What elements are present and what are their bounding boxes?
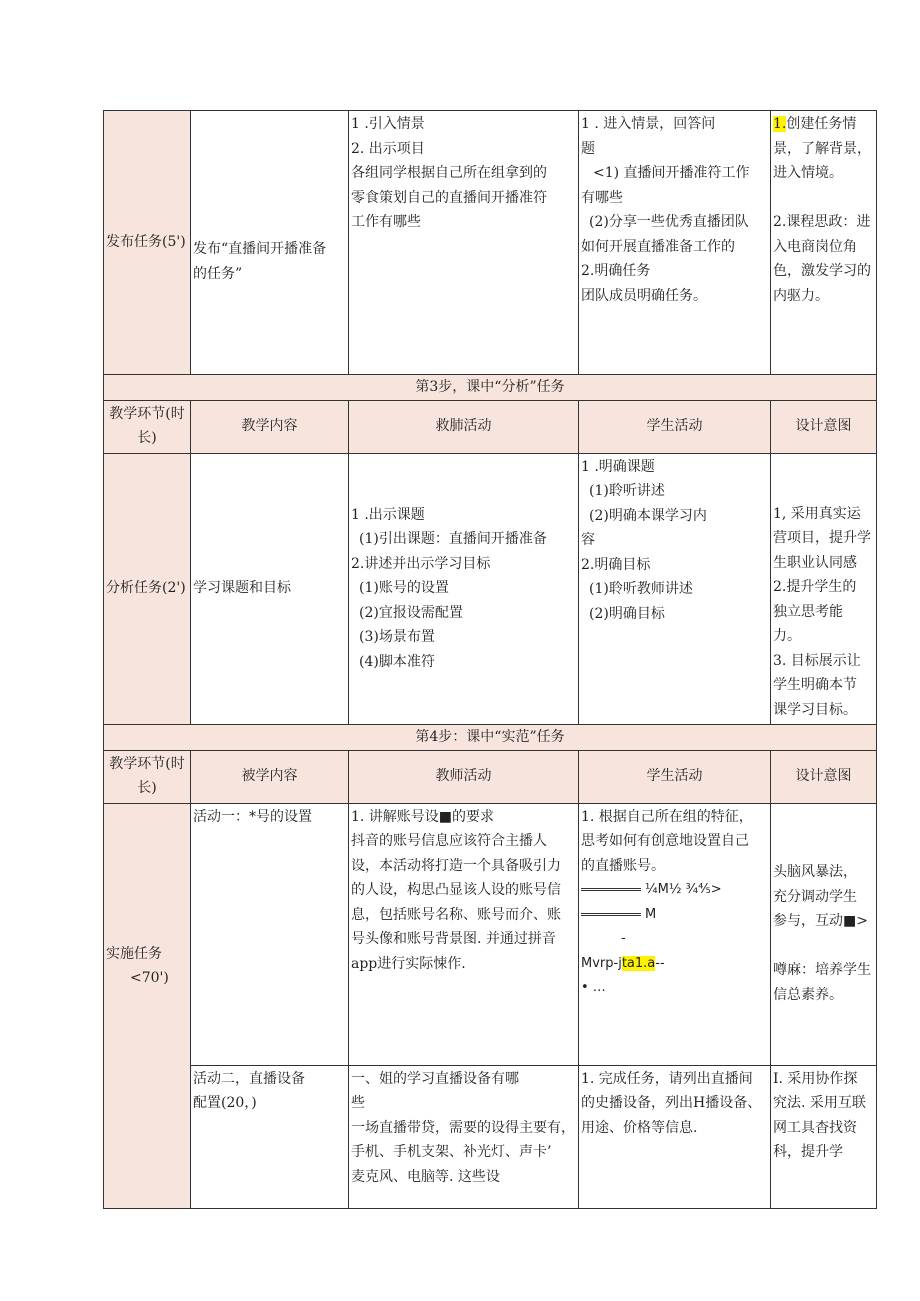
banner-step3-row xyxy=(104,375,877,401)
header-stage: 教学环节(时长) xyxy=(104,750,191,803)
header-stage: 教学环节(时长) xyxy=(104,400,191,453)
garbled-line-2: M xyxy=(581,903,768,928)
section-publish-task: 发布任务(5') xyxy=(104,111,191,375)
highlight-mark: 1. xyxy=(773,116,787,132)
student-activity2: 1. 完成任务，请列出直播间 的史播设备，列出H播设备、 用途、价格等信息. xyxy=(579,1065,771,1208)
banner-step3: 第3步，课中“分析”任务 xyxy=(104,375,877,401)
content-publish-task: 发布“直播间开播准备 的任务” xyxy=(191,111,349,375)
student-activity-publish: 1 . 进入情景，回答问 题 <1) 直播间开播准符工作 有哪些 (2)分享一些优秀直播团队 如何开展直播准备工作的 2.明确任务 团队成员明确任务。 xyxy=(579,111,771,375)
section-implement-task: 实施任务 <70') xyxy=(104,803,191,1208)
content-activity2: 活动二，直播设备 配置(20，) xyxy=(191,1065,349,1208)
teacher-activity2: 一、姐的学习直播设备有哪 些 一场直播带贷，需要的设得主要有， 手机、手机支架、补光灯、声卡’ 麦克风、电脑等. 这些设 xyxy=(349,1065,579,1208)
header-row-step3 xyxy=(104,400,877,453)
content-activity1: 活动一：*号的设置 xyxy=(191,803,349,1065)
header-design: 设计意图 xyxy=(771,750,877,803)
header-student: 学生活动 xyxy=(579,400,771,453)
row-implement-activity2 xyxy=(104,1065,877,1208)
header-content: 教学内容 xyxy=(191,400,349,453)
header-student: 学生活动 xyxy=(579,750,771,803)
design-intent-analysis: 1, 采用真实运 营项目，提升学 生职业认同感 2.提升学生的 独立思考能 力。 3. 目标展示让 学生明确本节 课学习目标。 xyxy=(771,453,877,725)
student-activity-analysis: 1 .明确课题 (1)聆听讲述 (2)明确本课学习内 容 2.明确目标 (1)聆听教师讲述 (2)明确目标 xyxy=(579,453,771,725)
design-intent-activity1: 头脑风暴法， 充分调动学生 参与，互动■> 噂麻：培养学生 信总素养。 xyxy=(771,803,877,1065)
row-analysis-task xyxy=(104,453,877,725)
teacher-activity1: 1. 讲解账号设■的要求 抖音的账号信息应该符合主播人 设，本活动将打造一个具备吸引力 的人设，构思凸显该人设的账号信 息，包括账号名称、账号而介、账 号头像和账号背景图. 并通过拼音 app进行实际悚作. xyxy=(349,803,579,1065)
header-teacher: 救肺活动 xyxy=(349,400,579,453)
garbled-line-dash: - xyxy=(621,931,626,946)
garbled-line-3: Mvrp-jta1.a-- xyxy=(581,955,665,971)
design-intent-activity2: I. 采用协作探 究法. 采用互联 网工具杳找资 科，提升学 xyxy=(771,1065,877,1208)
row-publish-task xyxy=(104,111,877,375)
teacher-activity-analysis: 1 .出示课题 (1)引出课题：直播间开播准备 2.讲述并出示学习目标 (1)账号的设置 (2)宜报设需配置 (3)场景布置 (4)脚本准符 xyxy=(349,453,579,725)
row-implement-activity1 xyxy=(104,803,877,1065)
content-analysis-task: 学习课题和目标 xyxy=(191,453,349,725)
garbled-line-1: ¼M½ ¾⅘> xyxy=(581,878,768,903)
student-activity1: 1. 根据自己所在组的特征， 思考如何有创意地设置自己 的直播账号。 ¼M½ ¾⅘> M - Mvrp-jta1.a-- • … xyxy=(579,803,771,1065)
header-row-step4 xyxy=(104,750,877,803)
header-teacher: 教师活动 xyxy=(349,750,579,803)
banner-step4-row xyxy=(104,725,877,751)
design-intent-publish: 1.创建任务情 景，了解背景， 进入情境。 2.课程思政：进 入电商岗位角 色，激发学习的 内驱力。 xyxy=(771,111,877,375)
header-design: 设计意图 xyxy=(771,400,877,453)
banner-step4: 第4步：课中“实范”任务 xyxy=(104,725,877,751)
lesson-plan-table xyxy=(103,110,877,1209)
header-content: 被学内容 xyxy=(191,750,349,803)
section-analysis-task: 分析任务(2') xyxy=(104,453,191,725)
teacher-activity-publish: 1 .引入情景 2. 出示项目 各组同学根据自己所在组拿到的 零食策划自己的直播间开播准符 工作有哪些 xyxy=(349,111,579,375)
garbled-line-4: • … xyxy=(581,980,606,995)
